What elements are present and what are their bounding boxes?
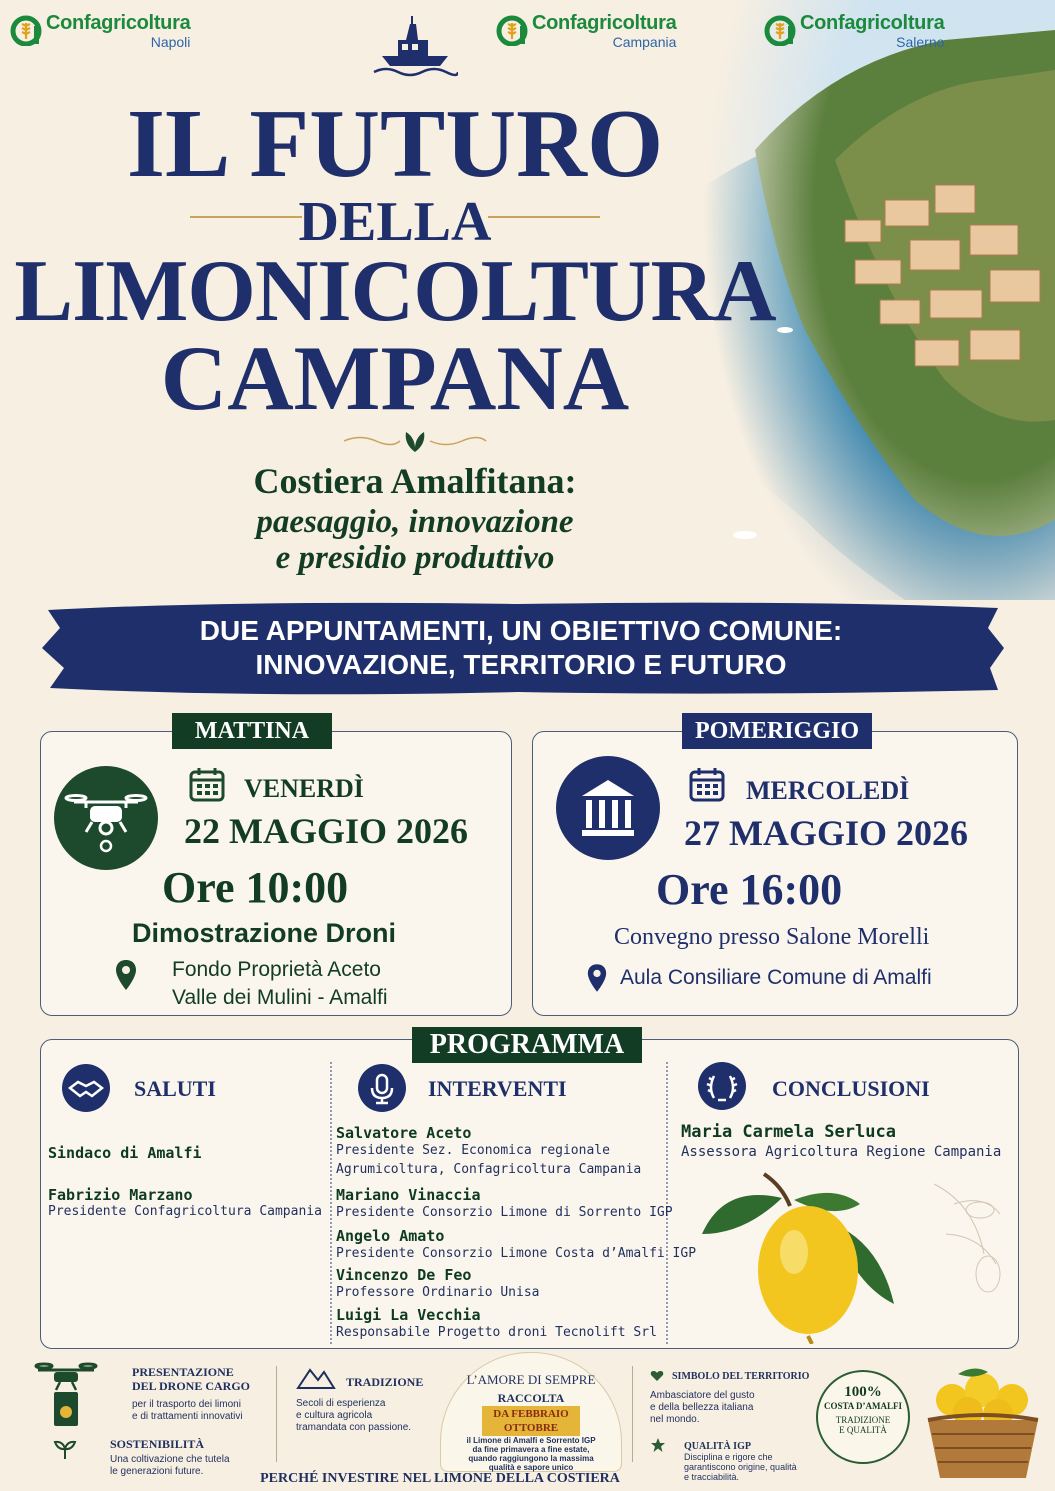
amore-text-3: quando raggiungono la massima xyxy=(468,1454,594,1463)
lemon-illustration xyxy=(684,1164,1014,1344)
building-icon xyxy=(556,756,660,860)
star-icon xyxy=(650,1437,666,1453)
amore-text-2: da fine primavera a fine estate, xyxy=(472,1445,590,1454)
footer-divider xyxy=(632,1366,633,1462)
logo-name: Confagricoltura xyxy=(46,12,191,34)
morning-day: VENERDÌ xyxy=(244,774,364,803)
footer-qualita-text-1: Disciplina e rigore che xyxy=(684,1452,773,1462)
speaker-role: Responsabile Progetto droni Tecnolift Srl xyxy=(336,1325,657,1340)
tag-morning: MATTINA xyxy=(172,713,332,749)
logo-city: Napoli xyxy=(150,34,191,50)
saluti-heading: SALUTI xyxy=(134,1076,216,1101)
afternoon-description: Convegno presso Salone Morelli xyxy=(614,924,930,950)
seal-line-3: E QUALITÀ xyxy=(839,1425,887,1435)
amore-arc-text: L’AMORE DI SEMPRE xyxy=(466,1372,596,1387)
interventi-heading: INTERVENTI xyxy=(428,1076,567,1101)
sprout-icon xyxy=(52,1438,78,1460)
speaker-role: Presidente Consorzio Limone Costa d’Amalfi IGP xyxy=(336,1246,697,1261)
footer-tradizione-heading: TRADIZIONE xyxy=(346,1375,424,1389)
boat-icon xyxy=(372,12,458,78)
calendar-icon xyxy=(188,766,226,804)
footer-simbolo-text-1: Ambasciatore del gusto xyxy=(650,1390,755,1401)
seal-pct: 100% xyxy=(844,1384,882,1400)
speaker-name: Fabrizio Marzano xyxy=(48,1186,193,1204)
amore-raccolta: RACCOLTA xyxy=(497,1391,565,1405)
calendar-icon xyxy=(688,766,726,804)
speaker-name: Sindaco di Amalfi xyxy=(48,1144,202,1162)
morning-time: Ore 10:00 xyxy=(162,863,349,912)
footer-qualita-heading: QUALITÀ IGP xyxy=(684,1441,751,1452)
heart-icon xyxy=(650,1370,664,1382)
logo-city: Salerno xyxy=(896,34,945,50)
afternoon-day: MERCOLEDÌ xyxy=(746,776,910,805)
morning-date: 22 MAGGIO 2026 xyxy=(184,811,468,851)
speaker-role: Assessora Agricoltura Regione Campania xyxy=(681,1144,1002,1160)
amore-text-1: il Limone di Amalfi e Sorrento IGP xyxy=(466,1436,596,1445)
footer-drone-text-1: per il trasporto dei limoni xyxy=(132,1399,241,1410)
footer-sostenibilita-text-2: le generazioni future. xyxy=(110,1466,204,1477)
logo-confagricoltura-campania xyxy=(496,12,676,50)
lemon-basket-illustration xyxy=(918,1360,1048,1484)
location-pin-icon xyxy=(586,962,608,994)
morning-location-1: Fondo Proprietà Aceto xyxy=(172,958,381,981)
footer-qualita-text-2: garantiscono origine, qualità xyxy=(684,1462,797,1472)
seal-line-1: COSTA D’AMALFI xyxy=(823,1401,903,1411)
footer-tradizione-text-3: tramandata con passione. xyxy=(296,1422,412,1433)
footer-simbolo-text-3: nel mondo. xyxy=(650,1414,700,1425)
amore-text-4: qualità e sapore unico xyxy=(488,1463,574,1472)
morning-location-2: Valle dei Mulini - Amalfi xyxy=(172,986,388,1009)
speaker-name: Angelo Amato xyxy=(336,1227,445,1245)
cargo-drone-icon xyxy=(34,1360,98,1432)
tag-afternoon: POMERIGGIO xyxy=(682,713,872,749)
confagricoltura-logo-icon xyxy=(496,12,528,46)
conclusioni-heading: CONCLUSIONI xyxy=(772,1076,930,1101)
footer-simbolo-text-2: e della bellezza italiana xyxy=(650,1402,754,1413)
speaker-role: Presidente Sez. Economica regionale xyxy=(336,1143,610,1158)
tag-program: PROGRAMMA xyxy=(412,1027,642,1063)
footer-drone-text-2: e di trattamenti innovativi xyxy=(132,1411,243,1422)
speaker-role: Professore Ordinario Unisa xyxy=(336,1285,540,1300)
footer-tradizione-text-1: Secoli di esperienza xyxy=(296,1398,386,1409)
speaker-name: Maria Carmela Serluca xyxy=(681,1122,896,1142)
footer-sostenibilita-text-1: Una coltivazione che tutela xyxy=(110,1454,230,1465)
footer-bottom-line: PERCHÉ INVESTIRE NEL LIMONE DELLA COSTIERA xyxy=(260,1471,620,1486)
seal-line-2: TRADIZIONE xyxy=(835,1415,891,1425)
speaker-role: Agrumicoltura, Confagricoltura Campania xyxy=(336,1162,642,1177)
morning-description: Dimostrazione Droni xyxy=(132,918,397,948)
banner xyxy=(38,598,1004,698)
subtitle-line-2: paesaggio, innovazione xyxy=(256,504,574,540)
footer-tradizione-text-2: e cultura agricola xyxy=(296,1410,373,1421)
banner-line-2: INNOVAZIONE, TERRITORIO E FUTURO xyxy=(255,649,787,680)
subtitle-line-1: Costiera Amalfitana: xyxy=(253,461,577,501)
logo-city: Campania xyxy=(612,34,677,50)
banner-line-1: DUE APPUNTAMENTI, UN OBIETTIVO COMUNE: xyxy=(199,615,843,646)
afternoon-location: Aula Consiliare Comune di Amalfi xyxy=(620,966,932,989)
afternoon-date: 27 MAGGIO 2026 xyxy=(684,813,968,853)
drone-icon xyxy=(54,766,158,870)
footer-sostenibilita-heading: SOSTENIBILITÀ xyxy=(110,1437,205,1451)
afternoon-time: Ore 16:00 xyxy=(656,865,843,914)
speaker-role: Presidente Consorzio Limone di Sorrento IGP xyxy=(336,1205,673,1220)
amore-ribbon xyxy=(482,1406,580,1436)
quality-seal xyxy=(816,1370,910,1464)
logo-confagricoltura-napoli xyxy=(10,12,190,50)
location-pin-icon xyxy=(114,958,138,992)
logo-confagricoltura-salerno xyxy=(764,12,944,50)
speaker-name: Vincenzo De Feo xyxy=(336,1266,472,1284)
program-divider xyxy=(666,1062,668,1344)
title-line-1: IL FUTURO xyxy=(126,90,664,198)
leaf-flourish-icon xyxy=(340,426,490,456)
speaker-name: Luigi La Vecchia xyxy=(336,1306,481,1324)
speaker-name: Mariano Vinaccia xyxy=(336,1186,481,1204)
footer-simbolo-heading: SIMBOLO DEL TERRITORIO xyxy=(672,1371,810,1382)
title-line-4: CAMPANA xyxy=(160,327,630,429)
microphone-icon xyxy=(358,1064,406,1112)
ribbon-line-2: OTTOBRE xyxy=(503,1422,559,1434)
footer-divider xyxy=(276,1366,277,1462)
title-line-3: LIMONICOLTURA xyxy=(14,243,776,340)
footer-drone-heading-1: PRESENTAZIONE xyxy=(132,1365,234,1379)
mountain-icon xyxy=(296,1362,336,1390)
handshake-icon xyxy=(62,1064,110,1112)
confagricoltura-logo-icon xyxy=(764,12,796,46)
footer-drone-heading-2: DEL DRONE CARGO xyxy=(132,1379,251,1393)
logo-name: Confagricoltura xyxy=(800,12,945,34)
laurel-icon xyxy=(698,1062,746,1110)
subtitle-line-3: e presidio produttivo xyxy=(275,540,555,576)
ribbon-line-1: DA FEBBRAIO xyxy=(493,1408,569,1420)
program-divider xyxy=(330,1062,332,1344)
title-line-2: DELLA xyxy=(298,191,492,253)
confagricoltura-logo-icon xyxy=(10,12,42,46)
footer-qualita-text-3: e tracciabilità. xyxy=(684,1472,740,1482)
speaker-role: Presidente Confagricoltura Campania xyxy=(48,1204,322,1219)
speaker-name: Salvatore Aceto xyxy=(336,1124,472,1142)
logo-name: Confagricoltura xyxy=(532,12,677,34)
